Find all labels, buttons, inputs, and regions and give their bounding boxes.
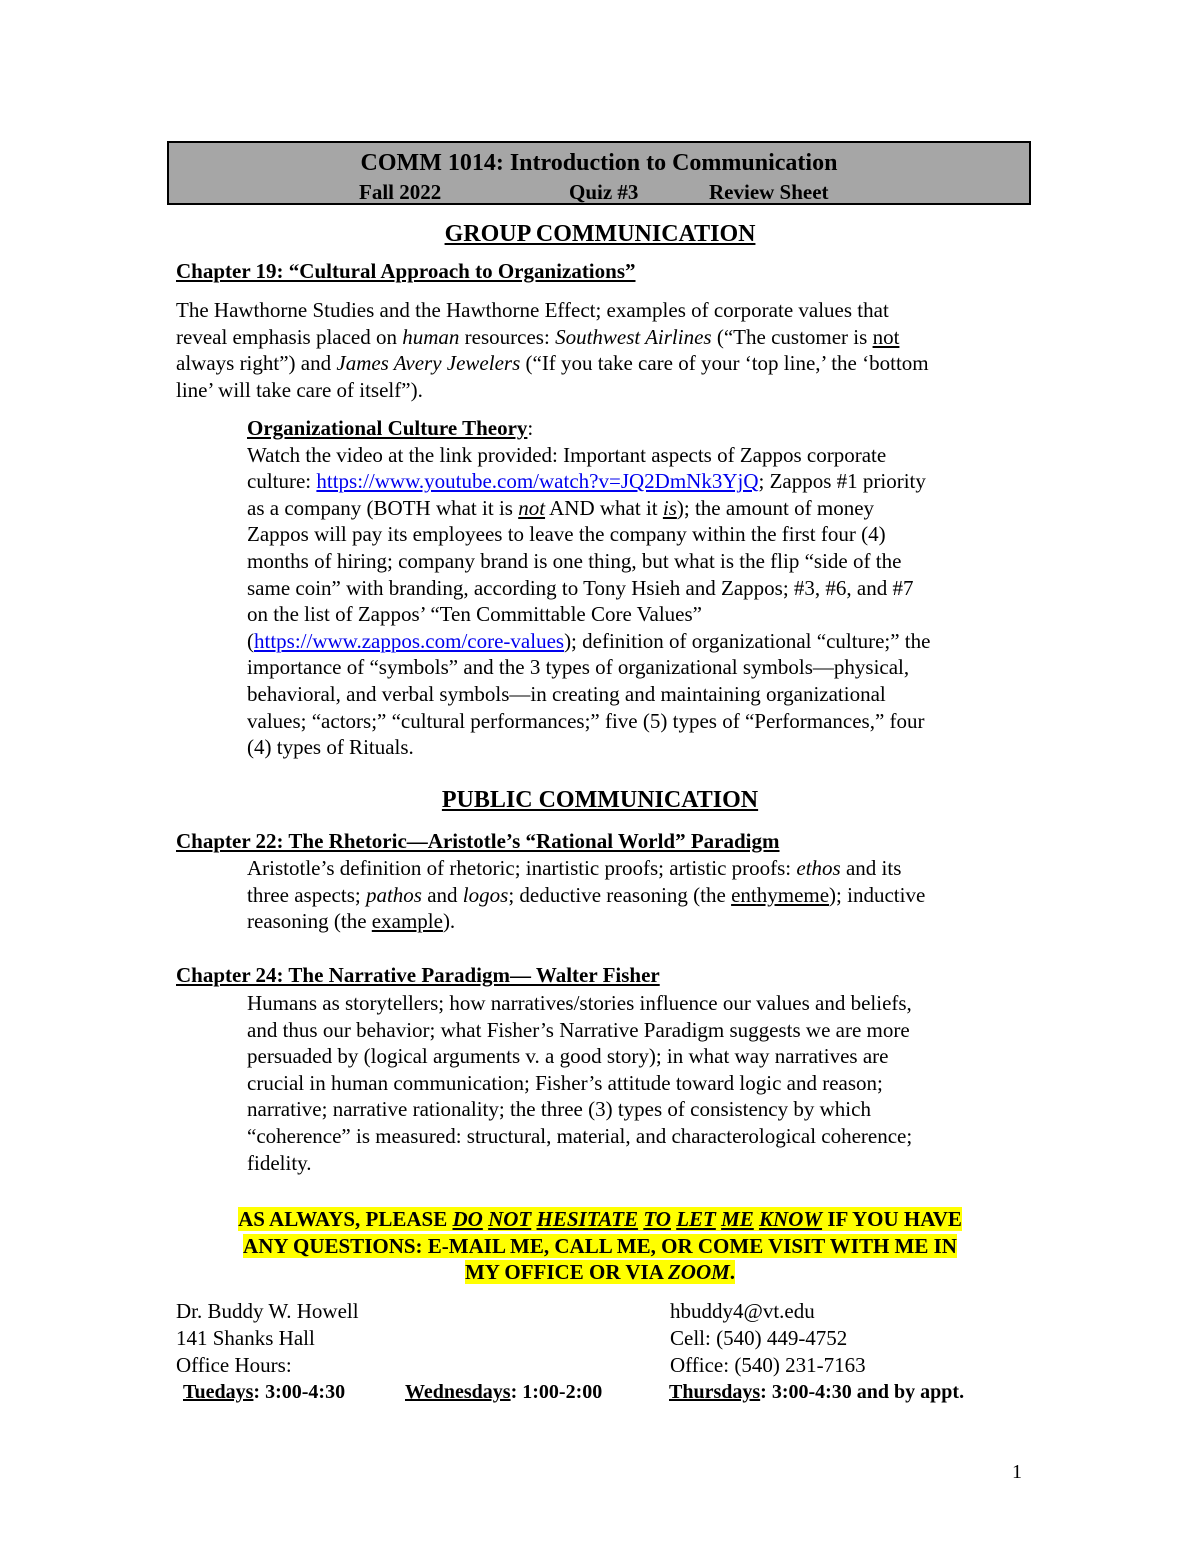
quiz-label: Quiz #3 bbox=[569, 180, 639, 204]
review-sheet-label: Review Sheet bbox=[709, 180, 829, 204]
oct-title: Organizational Culture Theory bbox=[247, 416, 528, 440]
contact-notice: AS ALWAYS, PLEASE DO NOT HESITATE TO LET ME KNOW IF YOU HAVE ANY QUESTIONS: E-MAIL ME, CALL ME, OR COME VISIT WITH ME IN MY OFFICE OR VIA ZOOM. bbox=[238, 1207, 962, 1285]
contact-info-left bbox=[176, 1298, 359, 1379]
chapter-24-title: Chapter 24: The Narrative Paradigm— Walter Fisher bbox=[176, 963, 660, 987]
office-hours-label: Office Hours: bbox=[176, 1353, 292, 1377]
course-title: COMM 1014: Introduction to Communication bbox=[360, 150, 838, 176]
hours-tuesday: Tuedays: 3:00-4:30 bbox=[183, 1381, 346, 1403]
cell-phone: Cell: (540) 449-4752 bbox=[670, 1326, 848, 1350]
youtube-link[interactable]: https://www.youtube.com/watch?v=JQ2DmNk3YjQ bbox=[316, 469, 759, 494]
chapter-24-paragraph: Humans as storytellers; how narratives/stories influence our values and beliefs, and thus our behavior; what Fisher’s Narrative Paradigm suggests we are more persuaded by (logical arguments v. a good story); in what way narratives are crucial in human communication; Fisher’s attitude toward logic and reason; narrative; narrative rationality; the three (3) types of consistency by which “coherence” is measured: structural, material, and characterological coherence; fidelity. bbox=[247, 991, 913, 1175]
office-phone: Office: (540) 231-7163 bbox=[670, 1353, 866, 1377]
term: Fall 2022 bbox=[359, 180, 442, 204]
office-room: 141 Shanks Hall bbox=[176, 1326, 315, 1350]
chapter-19-paragraph: The Hawthorne Studies and the Hawthorne Effect; examples of corporate values that reveal emphasis placed on human resources: Southwest Airlines (“The customer is not always right”) and James Avery Jewelers (“If you take care of your ‘top line,’ the ‘bottom line’ will take care of itself”). bbox=[176, 298, 929, 402]
chapter-19-title: Chapter 19: “Cultural Approach to Organizations” bbox=[176, 259, 636, 283]
chapter-22-title: Chapter 22: The Rhetoric—Aristotle’s “Rational World” Paradigm bbox=[176, 829, 780, 853]
zappos-core-values-link[interactable]: https://www.zappos.com/core-values bbox=[254, 628, 565, 653]
instructor-name: Dr. Buddy W. Howell bbox=[176, 1299, 359, 1323]
group-communication-heading: GROUP COMMUNICATION bbox=[444, 221, 756, 247]
hours-wednesday: Wednesdays: 1:00-2:00 bbox=[405, 1381, 603, 1403]
chapter-22-paragraph: Aristotle’s definition of rhetoric; inartistic proofs; artistic proofs: ethos and its three aspects; pathos and logos; deductive reasoning (the enthymeme); inductive reasoning (the example). bbox=[247, 856, 926, 934]
email: hbuddy4@vt.edu bbox=[670, 1299, 815, 1323]
contact-info-right bbox=[670, 1298, 866, 1379]
page-number: 1 bbox=[1012, 1461, 1022, 1483]
title-box bbox=[167, 141, 1031, 205]
organizational-culture-theory-section: Organizational Culture Theory: Watch the video at the link provided: Important aspects of Zappos corporate culture: https://www.youtube.com/watch?v=JQ2DmNk3YjQ; Zappos #1 priority as a company (BOTH what it is not AND what it is); the amount of money Zappos will pay its employees to leave the company within the first four (4) months of hiring; company brand is one thing, but what is the flip “side of the same coin” with branding, according to Tony Hsieh and Zappos; #3, #6, and #7 on the list of Zappos’ “Ten Committable Core Values” (https://www.zappos.com/core-values); definition of organizational “culture;” the importance of “symbols” and the 3 types of organizational symbols—physical, behavioral, and verbal symbols—in creating and maintaining organizational values; “actors;” “cultural performances;” five (5) types of “Performances,” four (4) types of Rituals. bbox=[247, 416, 931, 760]
public-communication-heading: PUBLIC COMMUNICATION bbox=[441, 787, 759, 813]
hours-thursday: Thursdays: 3:00-4:30 and by appt. bbox=[669, 1381, 965, 1403]
